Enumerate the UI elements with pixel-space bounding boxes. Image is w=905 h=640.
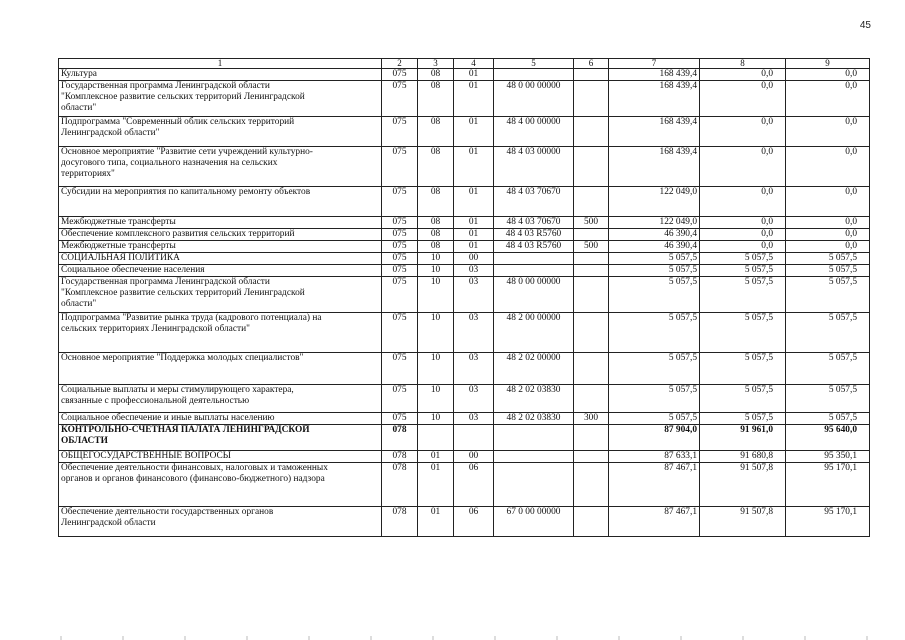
- amount-year2-cell: 0,0: [700, 241, 786, 253]
- target-article-cell: 48 0 00 00000: [494, 277, 574, 313]
- amount-year1-cell: 46 390,4: [609, 229, 700, 241]
- table-row: [59, 463, 870, 507]
- expense-type-cell: [574, 277, 609, 313]
- row-name-cell: Социальные выплаты и меры стимулирующего характера, связанные с профессиональной деятельностью: [59, 385, 382, 413]
- table-row: [59, 147, 870, 187]
- target-article-cell: 48 2 02 03830: [494, 385, 574, 413]
- subsection-code-cell: 03: [454, 353, 494, 385]
- page-number: 45: [859, 20, 871, 31]
- amount-year1-cell: 168 439,4: [609, 117, 700, 147]
- amount-year1-cell: 122 049,0: [609, 217, 700, 229]
- section-code-cell: 10: [418, 277, 454, 313]
- row-name-cell: Субсидии на мероприятия по капитальному ремонту объектов: [59, 187, 382, 217]
- amount-year1-cell: 168 439,4: [609, 69, 700, 81]
- amount-year3-cell: 0,0: [786, 241, 870, 253]
- amount-year3-cell: 95 170,1: [786, 463, 870, 507]
- expense-type-cell: [574, 117, 609, 147]
- section-code-cell: 01: [418, 507, 454, 537]
- subsection-code-cell: 01: [454, 81, 494, 117]
- row-name-cell: Социальное обеспечение населения: [59, 265, 382, 277]
- target-article-cell: [494, 69, 574, 81]
- section-code-cell: 08: [418, 147, 454, 187]
- expense-type-cell: [574, 253, 609, 265]
- amount-year2-cell: 0,0: [700, 187, 786, 217]
- expense-type-cell: [574, 147, 609, 187]
- amount-year2-cell: 5 057,5: [700, 313, 786, 353]
- table-row: [59, 229, 870, 241]
- ministry-code-cell: 075: [382, 229, 418, 241]
- table-row: [59, 353, 870, 385]
- row-name-cell: Основное мероприятие "Развитие сети учреждений культурно- досугового типа, социального назначения на сельских территориях": [59, 147, 382, 187]
- section-code-cell: 08: [418, 69, 454, 81]
- ministry-code-cell: 078: [382, 425, 418, 451]
- target-article-cell: [494, 463, 574, 507]
- row-name-cell: Обеспечение деятельности государственных органов Ленинградской области: [59, 507, 382, 537]
- target-article-cell: 48 2 02 03830: [494, 413, 574, 425]
- section-code-cell: 08: [418, 217, 454, 229]
- col-header-7: 7: [609, 59, 700, 69]
- amount-year3-cell: 5 057,5: [786, 385, 870, 413]
- row-name-cell: Основное мероприятие "Поддержка молодых специалистов": [59, 353, 382, 385]
- ministry-code-cell: 075: [382, 69, 418, 81]
- subsection-code-cell: 00: [454, 253, 494, 265]
- subsection-code-cell: 01: [454, 241, 494, 253]
- amount-year3-cell: 0,0: [786, 117, 870, 147]
- row-name-cell: Подпрограмма "Современный облик сельских территорий Ленинградской области": [59, 117, 382, 147]
- amount-year2-cell: 91 961,0: [700, 425, 786, 451]
- col-header-4: 4: [454, 59, 494, 69]
- row-name-cell: Межбюджетные трансферты: [59, 217, 382, 229]
- amount-year2-cell: 0,0: [700, 81, 786, 117]
- expense-type-cell: [574, 81, 609, 117]
- amount-year2-cell: 0,0: [700, 117, 786, 147]
- row-name-cell: Подпрограмма "Развитие рынка труда (кадрового потенциала) на сельских территориях Ленинградской области": [59, 313, 382, 353]
- budget-table-body: [59, 69, 870, 537]
- expense-type-cell: [574, 265, 609, 277]
- col-header-5: 5: [494, 59, 574, 69]
- amount-year3-cell: 0,0: [786, 187, 870, 217]
- ministry-code-cell: 075: [382, 413, 418, 425]
- row-name-cell: Государственная программа Ленинградской области "Комплексное развитие сельских территорий Ленинградской области": [59, 81, 382, 117]
- ministry-code-cell: 075: [382, 117, 418, 147]
- amount-year2-cell: 91 507,8: [700, 463, 786, 507]
- expense-type-cell: [574, 451, 609, 463]
- amount-year3-cell: 0,0: [786, 147, 870, 187]
- amount-year3-cell: 5 057,5: [786, 353, 870, 385]
- row-name-cell: Обеспечение деятельности финансовых, налоговых и таможенных органов и органов финансового (финансово-бюджетного) надзора: [59, 463, 382, 507]
- ministry-code-cell: 075: [382, 385, 418, 413]
- amount-year1-cell: 5 057,5: [609, 277, 700, 313]
- subsection-code-cell: 03: [454, 413, 494, 425]
- amount-year2-cell: 5 057,5: [700, 253, 786, 265]
- subsection-code-cell: 06: [454, 463, 494, 507]
- amount-year2-cell: 91 680,8: [700, 451, 786, 463]
- target-article-cell: 48 4 00 00000: [494, 117, 574, 147]
- table-row: [59, 451, 870, 463]
- table-row: [59, 507, 870, 537]
- section-code-cell: 01: [418, 451, 454, 463]
- ministry-code-cell: 078: [382, 507, 418, 537]
- ministry-code-cell: 075: [382, 313, 418, 353]
- column-number-row: [59, 59, 870, 69]
- amount-year1-cell: 5 057,5: [609, 265, 700, 277]
- target-article-cell: 48 2 02 00000: [494, 353, 574, 385]
- amount-year2-cell: 0,0: [700, 69, 786, 81]
- section-code-cell: 10: [418, 385, 454, 413]
- expense-type-cell: [574, 69, 609, 81]
- section-code-cell: 08: [418, 241, 454, 253]
- ministry-code-cell: 075: [382, 277, 418, 313]
- table-row: [59, 313, 870, 353]
- ministry-code-cell: 075: [382, 241, 418, 253]
- section-code-cell: 10: [418, 265, 454, 277]
- amount-year3-cell: 95 350,1: [786, 451, 870, 463]
- row-name-cell: Межбюджетные трансферты: [59, 241, 382, 253]
- table-row: [59, 385, 870, 413]
- target-article-cell: 48 2 00 00000: [494, 313, 574, 353]
- section-code-cell: [418, 425, 454, 451]
- target-article-cell: 48 4 03 70670: [494, 217, 574, 229]
- amount-year2-cell: 5 057,5: [700, 265, 786, 277]
- ministry-code-cell: 075: [382, 217, 418, 229]
- subsection-code-cell: 01: [454, 117, 494, 147]
- amount-year3-cell: 0,0: [786, 69, 870, 81]
- target-article-cell: [494, 425, 574, 451]
- amount-year1-cell: 87 633,1: [609, 451, 700, 463]
- scan-edge-artifact: [0, 636, 905, 640]
- amount-year1-cell: 5 057,5: [609, 253, 700, 265]
- row-name-cell: ОБЩЕГОСУДАРСТВЕННЫЕ ВОПРОСЫ: [59, 451, 382, 463]
- amount-year1-cell: 5 057,5: [609, 313, 700, 353]
- table-row: [59, 265, 870, 277]
- amount-year2-cell: 5 057,5: [700, 413, 786, 425]
- row-name-cell: КОНТРОЛЬНО-СЧЕТНАЯ ПАЛАТА ЛЕНИНГРАДСКОЙ ОБЛАСТИ: [59, 425, 382, 451]
- amount-year1-cell: 46 390,4: [609, 241, 700, 253]
- target-article-cell: 48 4 03 R5760: [494, 241, 574, 253]
- amount-year1-cell: 5 057,5: [609, 413, 700, 425]
- subsection-code-cell: 03: [454, 313, 494, 353]
- target-article-cell: 48 4 03 00000: [494, 147, 574, 187]
- amount-year3-cell: 0,0: [786, 217, 870, 229]
- amount-year1-cell: 168 439,4: [609, 81, 700, 117]
- table-row: [59, 217, 870, 229]
- section-code-cell: 08: [418, 229, 454, 241]
- table-row: [59, 117, 870, 147]
- section-code-cell: 08: [418, 187, 454, 217]
- amount-year3-cell: 0,0: [786, 81, 870, 117]
- section-code-cell: 10: [418, 353, 454, 385]
- amount-year1-cell: 87 904,0: [609, 425, 700, 451]
- table-row: [59, 81, 870, 117]
- amount-year1-cell: 5 057,5: [609, 353, 700, 385]
- expense-type-cell: [574, 229, 609, 241]
- col-header-1: 1: [59, 59, 382, 69]
- amount-year1-cell: 5 057,5: [609, 385, 700, 413]
- subsection-code-cell: 03: [454, 265, 494, 277]
- subsection-code-cell: 01: [454, 147, 494, 187]
- ministry-code-cell: 075: [382, 81, 418, 117]
- budget-table: [58, 58, 870, 537]
- ministry-code-cell: 078: [382, 463, 418, 507]
- section-code-cell: 10: [418, 253, 454, 265]
- subsection-code-cell: 03: [454, 277, 494, 313]
- subsection-code-cell: 01: [454, 217, 494, 229]
- ministry-code-cell: 078: [382, 451, 418, 463]
- section-code-cell: 10: [418, 313, 454, 353]
- expense-type-cell: [574, 425, 609, 451]
- col-header-9: 9: [786, 59, 870, 69]
- table-row: [59, 413, 870, 425]
- amount-year3-cell: 95 170,1: [786, 507, 870, 537]
- subsection-code-cell: 01: [454, 69, 494, 81]
- expense-type-cell: [574, 353, 609, 385]
- expense-type-cell: 300: [574, 413, 609, 425]
- amount-year1-cell: 87 467,1: [609, 463, 700, 507]
- section-code-cell: 08: [418, 81, 454, 117]
- target-article-cell: 48 4 03 R5760: [494, 229, 574, 241]
- target-article-cell: [494, 265, 574, 277]
- amount-year3-cell: 0,0: [786, 229, 870, 241]
- amount-year1-cell: 168 439,4: [609, 147, 700, 187]
- row-name-cell: Государственная программа Ленинградской области "Комплексное развитие сельских территорий Ленинградской области": [59, 277, 382, 313]
- amount-year2-cell: 0,0: [700, 217, 786, 229]
- amount-year2-cell: 0,0: [700, 147, 786, 187]
- row-name-cell: Обеспечение комплексного развития сельских территорий: [59, 229, 382, 241]
- subsection-code-cell: 01: [454, 229, 494, 241]
- table-row: [59, 69, 870, 81]
- amount-year3-cell: 95 640,0: [786, 425, 870, 451]
- expense-type-cell: [574, 385, 609, 413]
- target-article-cell: 48 0 00 00000: [494, 81, 574, 117]
- amount-year3-cell: 5 057,5: [786, 265, 870, 277]
- subsection-code-cell: [454, 425, 494, 451]
- expense-type-cell: [574, 507, 609, 537]
- amount-year1-cell: 122 049,0: [609, 187, 700, 217]
- table-row: [59, 277, 870, 313]
- amount-year2-cell: 5 057,5: [700, 353, 786, 385]
- target-article-cell: 67 0 00 00000: [494, 507, 574, 537]
- col-header-8: 8: [700, 59, 786, 69]
- target-article-cell: 48 4 03 70670: [494, 187, 574, 217]
- amount-year2-cell: 91 507,8: [700, 507, 786, 537]
- subsection-code-cell: 03: [454, 385, 494, 413]
- ministry-code-cell: 075: [382, 353, 418, 385]
- amount-year3-cell: 5 057,5: [786, 313, 870, 353]
- target-article-cell: [494, 451, 574, 463]
- table-row: [59, 425, 870, 451]
- row-name-cell: Социальное обеспечение и иные выплаты населению: [59, 413, 382, 425]
- col-header-6: 6: [574, 59, 609, 69]
- amount-year2-cell: 5 057,5: [700, 385, 786, 413]
- amount-year3-cell: 5 057,5: [786, 253, 870, 265]
- col-header-3: 3: [418, 59, 454, 69]
- expense-type-cell: [574, 313, 609, 353]
- section-code-cell: 08: [418, 117, 454, 147]
- col-header-2: 2: [382, 59, 418, 69]
- amount-year1-cell: 87 467,1: [609, 507, 700, 537]
- section-code-cell: 01: [418, 463, 454, 507]
- table-row: [59, 241, 870, 253]
- expense-type-cell: [574, 187, 609, 217]
- ministry-code-cell: 075: [382, 253, 418, 265]
- amount-year3-cell: 5 057,5: [786, 277, 870, 313]
- expense-type-cell: 500: [574, 241, 609, 253]
- table-row: [59, 253, 870, 265]
- ministry-code-cell: 075: [382, 265, 418, 277]
- row-name-cell: Культура: [59, 69, 382, 81]
- expense-type-cell: 500: [574, 217, 609, 229]
- subsection-code-cell: 00: [454, 451, 494, 463]
- subsection-code-cell: 01: [454, 187, 494, 217]
- target-article-cell: [494, 253, 574, 265]
- amount-year2-cell: 0,0: [700, 229, 786, 241]
- ministry-code-cell: 075: [382, 187, 418, 217]
- expense-type-cell: [574, 463, 609, 507]
- ministry-code-cell: 075: [382, 147, 418, 187]
- table-row: [59, 187, 870, 217]
- subsection-code-cell: 06: [454, 507, 494, 537]
- amount-year3-cell: 5 057,5: [786, 413, 870, 425]
- section-code-cell: 10: [418, 413, 454, 425]
- row-name-cell: СОЦИАЛЬНАЯ ПОЛИТИКА: [59, 253, 382, 265]
- amount-year2-cell: 5 057,5: [700, 277, 786, 313]
